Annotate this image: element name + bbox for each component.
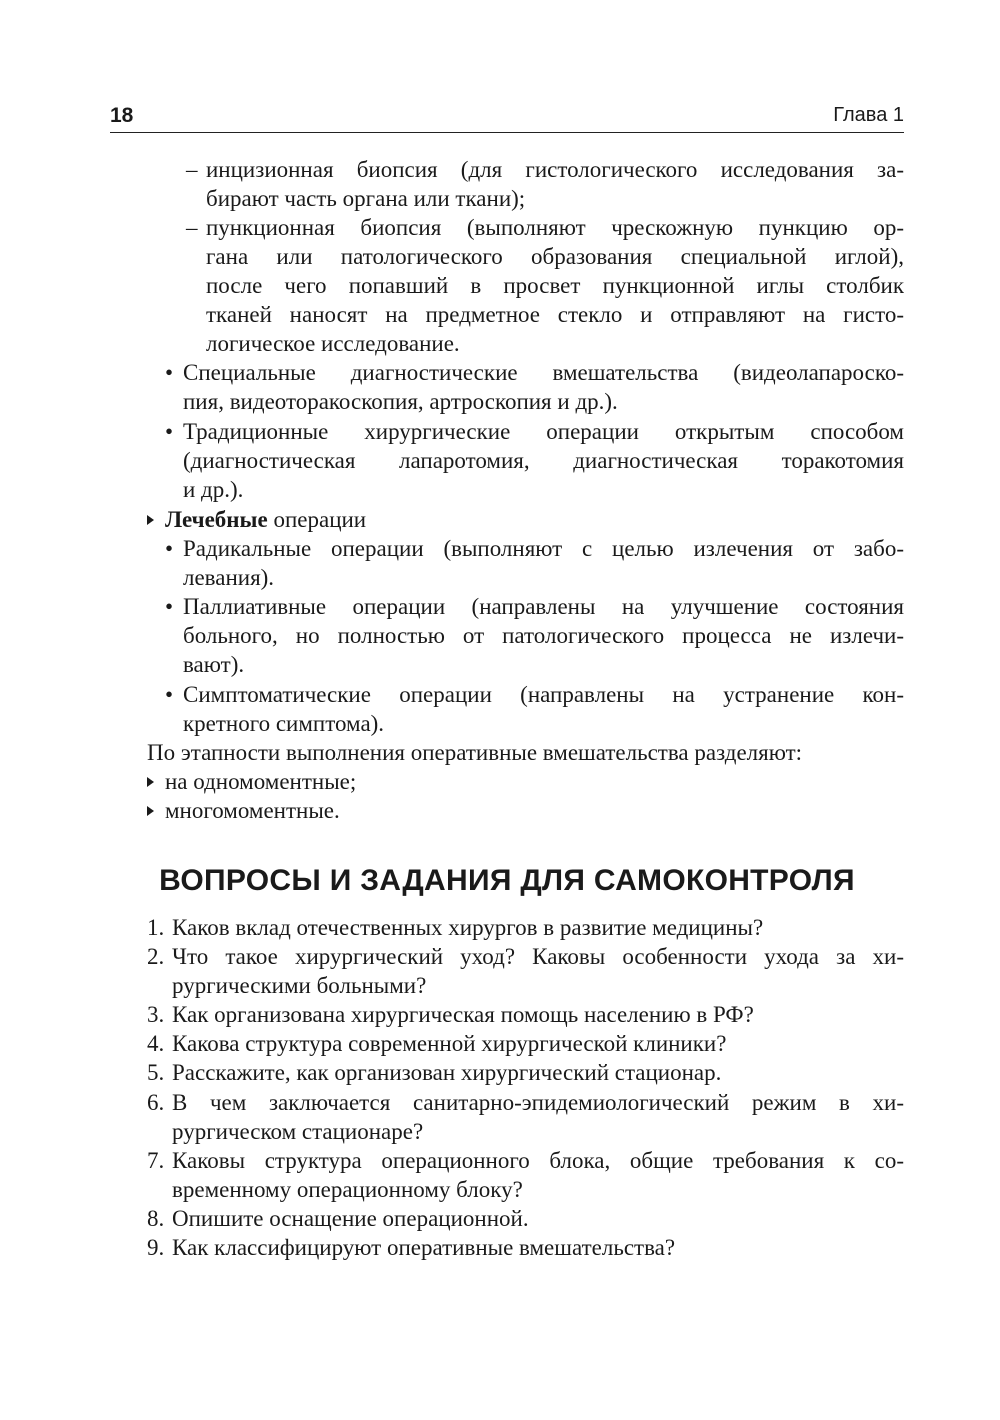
bullet-item-cont: левания). bbox=[183, 565, 275, 590]
question-number: 8. bbox=[147, 1206, 165, 1231]
bullet-item-cont: кретного симптома). bbox=[183, 711, 385, 736]
list-item: – инцизионная биопсия (для гистологического исследования за- bbox=[0, 155, 1000, 185]
question-item-cont: рургическом стационаре? bbox=[172, 1119, 424, 1144]
bullet-marker: • bbox=[165, 594, 174, 619]
question-item: 8. Опишите оснащение операционной. bbox=[0, 1204, 1000, 1234]
question-item: 9. Как классифицируют оперативные вмешательства? bbox=[0, 1233, 1000, 1263]
page-header bbox=[110, 100, 904, 133]
category-item-therapeutic: Лечебные операции bbox=[0, 505, 1000, 535]
bullet-item: • Радикальные операции (выполняют с целью излечения от забо- bbox=[0, 534, 1000, 564]
question-number: 6. bbox=[147, 1090, 165, 1115]
triangle-bullet-icon bbox=[147, 806, 154, 816]
list-item-cont: гана или патологического образования специальной иглой), bbox=[206, 244, 904, 269]
question-item: 3. Как организована хирургическая помощь населению в РФ? bbox=[0, 1000, 1000, 1030]
question-item: 2. Что такое хирургический уход? Каковы особенности ухода за хи- bbox=[0, 942, 1000, 972]
list-item-cont: бирают часть органа или ткани); bbox=[206, 186, 526, 211]
question-item: 6. В чем заключается санитарно-эпидемиологический режим в хи- bbox=[0, 1088, 1000, 1118]
question-item: 4. Какова структура современной хирургической клиники? bbox=[0, 1029, 1000, 1059]
triangle-bullet-icon bbox=[147, 777, 154, 787]
bullet-item-cont: (диагностическая лапаротомия, диагностическая торакотомия bbox=[183, 448, 904, 473]
list-item: – пункционная биопсия (выполняют чрескожную пункцию ор- bbox=[0, 213, 1000, 243]
question-number: 7. bbox=[147, 1148, 165, 1173]
bullet-marker: • bbox=[165, 682, 174, 707]
question-item-cont: временному операционному блоку? bbox=[172, 1177, 523, 1202]
chapter-title: Глава 1 bbox=[833, 104, 904, 126]
bullet-item: • Симптоматические операции (направлены на устранение кон- bbox=[0, 680, 1000, 710]
question-item: 5. Расскажите, как организован хирургический стационар. bbox=[0, 1058, 1000, 1088]
question-number: 9. bbox=[147, 1235, 165, 1260]
question-item-cont: рургическими больными? bbox=[172, 973, 427, 998]
section-heading: ВОПРОСЫ И ЗАДАНИЯ ДЛЯ САМОКОНТРОЛЯ bbox=[159, 864, 855, 897]
bullet-item: • Специальные диагностические вмешательства (видеолапароско- bbox=[0, 358, 1000, 388]
list-item-cont: логическое исследование. bbox=[206, 331, 460, 356]
page-number: 18 bbox=[110, 104, 134, 127]
bullet-item: • Традиционные хирургические операции открытым способом bbox=[0, 417, 1000, 447]
question-number: 2. bbox=[147, 944, 165, 969]
dash-marker: – bbox=[186, 215, 198, 240]
bullet-marker: • bbox=[165, 360, 174, 385]
triangle-bullet-icon bbox=[147, 515, 154, 525]
question-number: 5. bbox=[147, 1060, 165, 1085]
bullet-marker: • bbox=[165, 419, 174, 444]
bullet-item: • Паллиативные операции (направлены на улучшение состояния bbox=[0, 592, 1000, 622]
list-item-cont: тканей наносят на предметное стекло и отправляют на гисто- bbox=[206, 302, 904, 327]
question-number: 1. bbox=[147, 915, 165, 940]
bullet-item-cont: вают). bbox=[183, 652, 245, 677]
list-item-cont: после чего попавший в просвет пункционной иглы столбик bbox=[206, 273, 904, 298]
bullet-item-cont: и др.). bbox=[183, 477, 244, 502]
category-item: многомоментные. bbox=[0, 796, 1000, 826]
category-item: на одномоментные; bbox=[0, 767, 1000, 797]
bullet-item-cont: больного, но полностью от патологического процесса не излечи- bbox=[183, 623, 904, 648]
question-number: 4. bbox=[147, 1031, 165, 1056]
dash-marker: – bbox=[186, 157, 198, 182]
category-term: Лечебные bbox=[165, 507, 268, 532]
question-number: 3. bbox=[147, 1002, 165, 1027]
bullet-marker: • bbox=[165, 536, 174, 561]
paragraph-stages: По этапности выполнения оперативные вмешательства разделяют: bbox=[147, 740, 803, 765]
bullet-item-cont: пия, видеоторакоскопия, артроскопия и др.). bbox=[183, 389, 618, 414]
question-item: 7. Каковы структура операционного блока, общие требования к со- bbox=[0, 1146, 1000, 1176]
question-item: 1. Каков вклад отечественных хирургов в развитие медицины? bbox=[0, 913, 1000, 943]
